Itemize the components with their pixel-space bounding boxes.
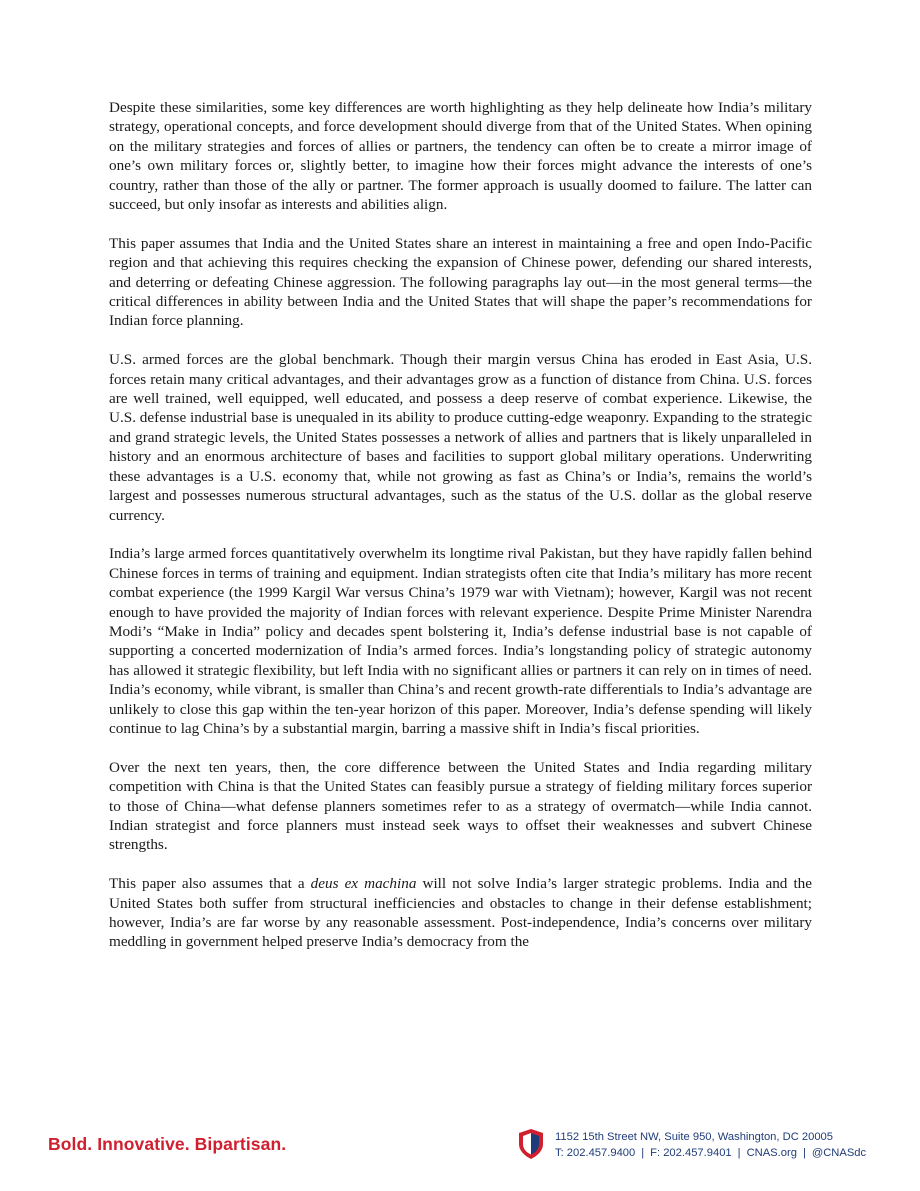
- body-paragraph: [109, 874, 812, 952]
- document-body: [109, 98, 812, 971]
- body-paragraph: [109, 758, 812, 855]
- paragraph-text: India’s large armed forces quantitatively overwhelm its longtime rival Pakistan, but they have rapidly fallen behind Chinese forces in terms of training and equipment. Indian strategists often cite that India’s military has more recent combat experience (the 1999 Kargil War versus China’s 1979 war with Vietnam); however, Kargil was not recent enough to have provided the majority of Indian forces with relevant experience. Despite Prime Minister Narendra Modi’s “Make in India” policy and decades spent bolstering it, India’s defense industrial base is not capable of supporting a concerted modernization of India’s armed forces. India’s longstanding policy of strategic autonomy has allowed it strategic flexibility, but left India with no significant allies or partners it can rely on in times of need. India’s economy, while vibrant, is smaller than China’s and recent growth-rate differentials to India’s advantage are unlikely to close this gap within the ten-year horizon of this paper. Moreover, India’s defense spending will likely continue to lag China’s by a substantial margin, barring a massive shift in India’s fiscal priorities.: [109, 545, 812, 737]
- footer-contact-line: [555, 1146, 866, 1162]
- footer-website-link[interactable]: CNAS.org: [746, 1146, 797, 1159]
- body-paragraph: [109, 234, 812, 331]
- footer-address: 1152 15th Street NW, Suite 950, Washington, DC 20005: [555, 1131, 833, 1143]
- body-paragraph: [109, 98, 812, 214]
- footer-separator: |: [641, 1146, 645, 1159]
- footer-phone: T: 202.457.9400: [555, 1146, 636, 1159]
- footer-tagline: Bold. Innovative. Bipartisan.: [48, 1134, 287, 1154]
- footer-contact: [555, 1130, 866, 1161]
- paragraph-text: Over the next ten years, then, the core difference between the United States and India regarding military competition with China is that the United States can feasibly pursue a strategy of fielding military forces superior to those of China—what defense planners sometimes refer to as a strategy of overmatch—while India cannot. Indian strategist and force planners must instead seek ways to offset their weaknesses and subvert Chinese strengths.: [109, 758, 812, 854]
- paragraph-text: will not solve India’s larger strategic problems. India and the United States both suffer from structural inefficiencies and obstacles to change in their defense establishment; however, India’s are far worse by any reasonable assessment. Post-independence, India’s concerns over military meddling in government helped preserve India’s democracy from the: [109, 875, 813, 951]
- page-footer: [0, 1125, 920, 1175]
- body-paragraph: [109, 544, 812, 738]
- paragraph-text: This paper also assumes that a: [109, 875, 311, 893]
- paragraph-text: U.S. armed forces are the global benchmark. Though their margin versus China has eroded in East Asia, U.S. forces retain many critical advantages, and their advantages grow as a function of distance from China. U.S. forces are well trained, well equipped, well educated, and possess a deep reserve of combat experience. Likewise, the U.S. defense industrial base is unequaled in its ability to produce cutting-edge weaponry. Expanding to the strategic and grand strategic levels, the United States possesses a network of allies and partners that is likely unparalleled in history and an enormous architecture of bases and facilities to support global military operations. Underwriting these advantages is a U.S. economy that, while not growing as fast as China’s or India’s, remains the world’s largest and possesses numerous structural advantages, such as the status of the U.S. dollar as the global reserve currency.: [109, 351, 812, 524]
- footer-social-handle[interactable]: @CNASdc: [811, 1146, 867, 1159]
- footer-separator: |: [737, 1146, 741, 1159]
- paragraph-text: This paper assumes that India and the United States share an interest in maintaining a free and open Indo-Pacific region and that achieving this requires checking the expansion of Chinese power, defending our shared interests, and deterring or defeating Chinese aggression. The following paragraphs lay out—in the most general terms—the critical differences in ability between India and the United States that will shape the paper’s recommendations for Indian force planning.: [109, 234, 812, 330]
- paragraph-text: Despite these similarities, some key differences are worth highlighting as they help delineate how India’s military strategy, operational concepts, and force development should diverge from that of the United States. When opining on the military strategies and forces of allies or partners, the tendency can often be to create a mirror image of one’s own military forces or, slightly better, to imagine how their forces might advance the interests of one’s country, rather than those of the ally or partner. The former approach is usually doomed to failure. The latter can succeed, but only insofar as interests and abilities align.: [109, 99, 812, 214]
- cnas-shield-logo-icon: [519, 1129, 543, 1159]
- body-paragraph: [109, 350, 812, 525]
- italic-phrase: deus ex machina: [310, 875, 417, 893]
- footer-separator: |: [802, 1146, 806, 1159]
- footer-fax: F: 202.457.9401: [650, 1146, 732, 1159]
